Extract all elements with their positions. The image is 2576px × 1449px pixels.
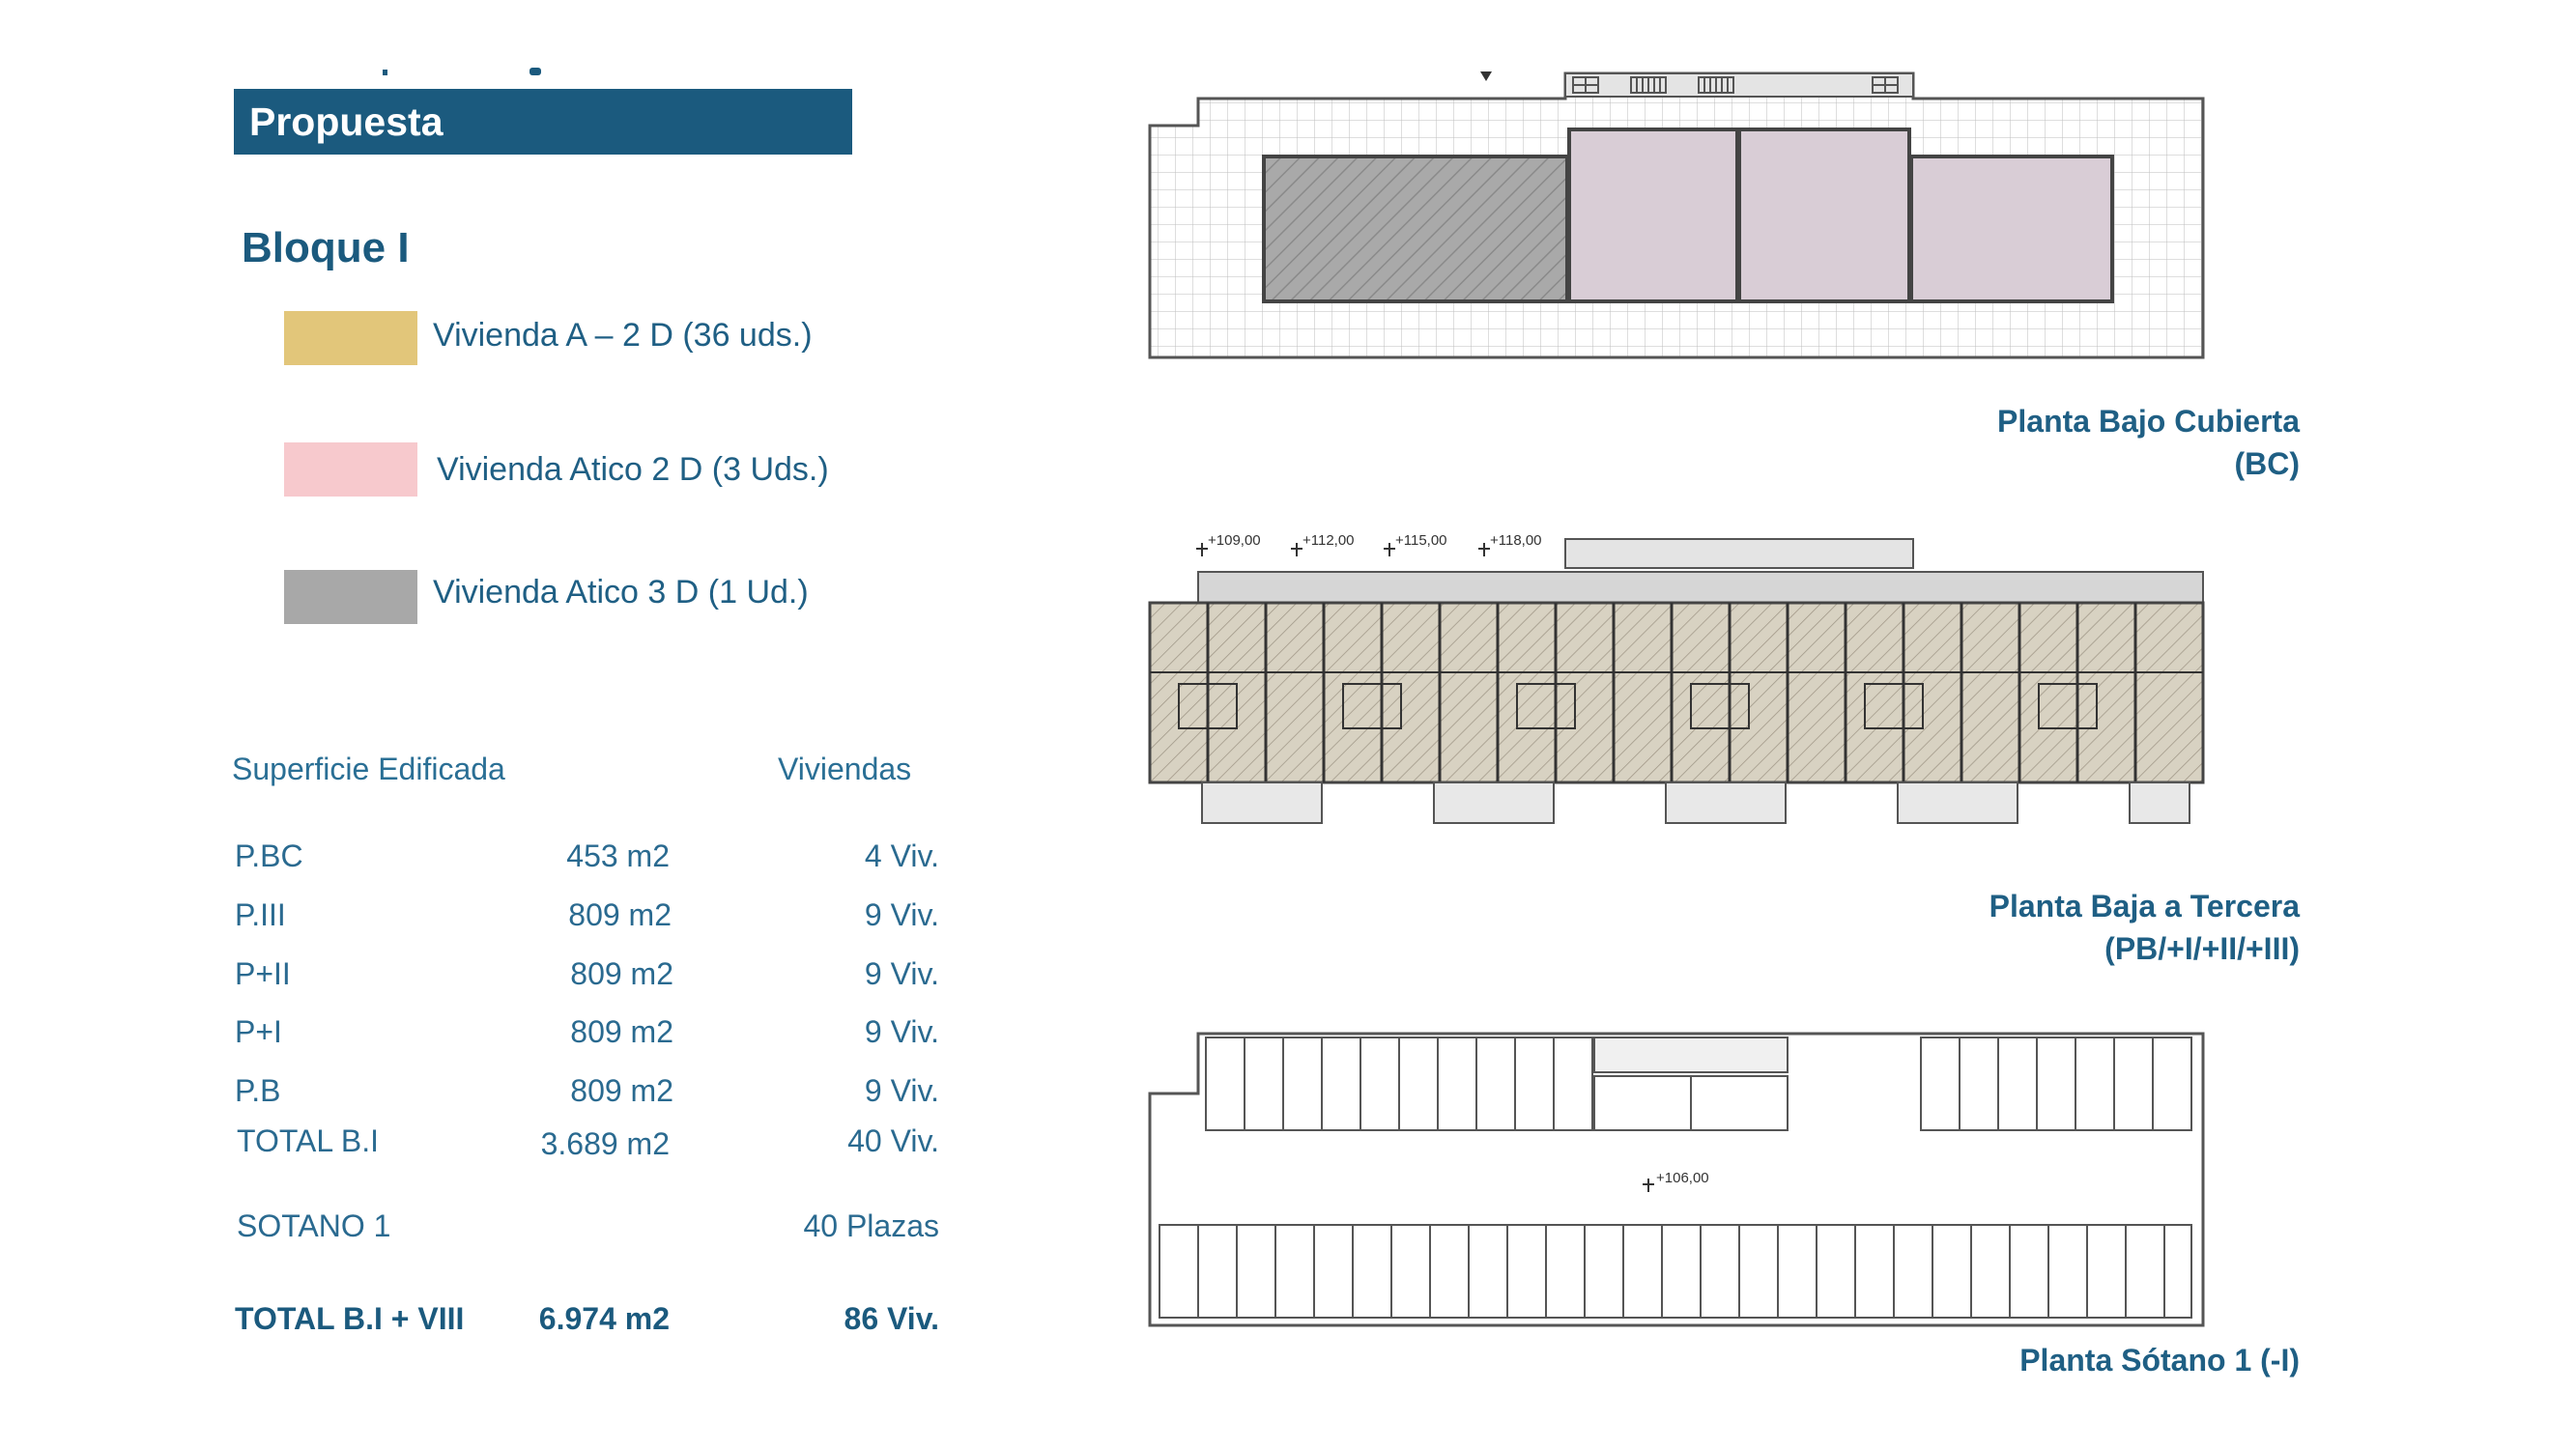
- cropped-heading-marks: [367, 64, 560, 83]
- basement-level-mark: +106,00: [1656, 1170, 1709, 1186]
- level-mark: +118,00: [1490, 532, 1542, 549]
- units-cell: 9 Viv.: [864, 1014, 939, 1049]
- area-cell: 809 m2: [570, 1014, 673, 1049]
- floor-cell: P+I: [235, 1014, 282, 1049]
- floor-cell: SOTANO 1: [237, 1208, 391, 1243]
- floor-cell: P.BC: [235, 838, 303, 873]
- legend-label-vivienda-a: Vivienda A – 2 D (36 uds.): [433, 317, 813, 354]
- units-cell: 40 Plazas: [803, 1208, 939, 1243]
- area-cell: 453 m2: [566, 838, 670, 873]
- units-cell: 9 Viv.: [864, 897, 939, 932]
- area-cell: 6.974 m2: [538, 1301, 670, 1336]
- area-cell: 809 m2: [568, 897, 672, 932]
- legend-label-atico-2d: Vivienda Atico 2 D (3 Uds.): [437, 451, 829, 488]
- roof-plan-label-line1: Planta Bajo Cubierta: [1997, 404, 2300, 439]
- units-cell: 40 Viv.: [847, 1123, 939, 1158]
- floors-plan-label-line2: (PB/+I/+II/+III): [2104, 931, 2300, 966]
- area-cell: 3.689 m2: [540, 1126, 670, 1161]
- legend-label-atico-3d: Vivienda Atico 3 D (1 Ud.): [433, 574, 809, 611]
- level-mark: +112,00: [1302, 532, 1355, 549]
- typical-floors-plan: [1140, 529, 2222, 848]
- floor-cell: P.III: [235, 897, 286, 932]
- floor-cell: P+II: [235, 956, 291, 991]
- basement-parking-plan: [1140, 1026, 2222, 1335]
- level-mark: +109,00: [1208, 532, 1261, 549]
- table-header-units: Viviendas: [778, 752, 912, 786]
- legend-swatch-vivienda-a: [284, 311, 417, 365]
- level-mark: +115,00: [1395, 532, 1447, 549]
- floors-plan-label: [1778, 885, 2300, 970]
- roof-plan-label-line2: (BC): [2234, 446, 2300, 481]
- table-header-surface: Superficie Edificada: [232, 752, 505, 786]
- floor-cell: TOTAL B.I: [237, 1123, 379, 1158]
- floors-plan-label-line1: Planta Baja a Tercera: [1989, 889, 2300, 923]
- area-cell: 809 m2: [570, 1073, 673, 1108]
- block-title: Bloque I: [242, 224, 410, 271]
- floor-cell: TOTAL B.I + VIII: [235, 1301, 465, 1336]
- units-cell: 86 Viv.: [844, 1301, 939, 1336]
- units-cell: 4 Viv.: [864, 838, 939, 873]
- basement-plan-label: Planta Sótano 1 (-I): [2019, 1343, 2300, 1378]
- area-cell: 809 m2: [570, 956, 673, 991]
- units-cell: 9 Viv.: [864, 956, 939, 991]
- roof-floor-plan: [1140, 68, 2222, 367]
- section-banner: Propuesta: [234, 89, 852, 155]
- floor-cell: P.B: [235, 1073, 281, 1108]
- legend-swatch-atico-2d: [284, 442, 417, 497]
- roof-plan-label: [1836, 400, 2300, 485]
- units-cell: 9 Viv.: [864, 1073, 939, 1108]
- legend-swatch-atico-3d: [284, 570, 417, 624]
